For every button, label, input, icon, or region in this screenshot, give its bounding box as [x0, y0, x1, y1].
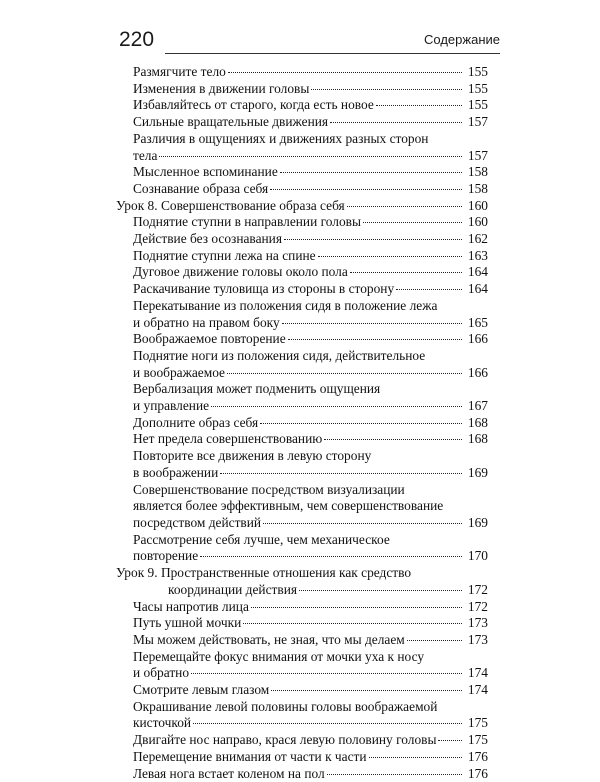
- dot-leader: [243, 623, 462, 624]
- toc-entry-title: Дуговое движение головы около пола: [133, 264, 348, 280]
- toc-entry-row: [133, 281, 488, 298]
- toc-page-number: 158: [467, 164, 488, 180]
- dot-leader: [200, 556, 462, 557]
- dot-leader: [193, 723, 462, 724]
- toc-entry-title: и обратно на правом боку: [133, 314, 280, 330]
- dot-leader: [263, 523, 462, 524]
- toc-entry-row: [133, 749, 488, 766]
- toc-page-number: 169: [467, 514, 488, 530]
- toc-entry-line: Вербализация может подменить ощущения: [133, 381, 381, 397]
- dot-leader: [228, 72, 462, 73]
- toc-entry-title: Изменения в движении головы: [133, 80, 310, 96]
- toc-entry-title: Поднятие ступни лежа на спине: [133, 247, 316, 263]
- toc-entry-line: Повторите все движения в левую сторону: [133, 448, 372, 464]
- dot-leader: [227, 373, 462, 374]
- toc-entry[interactable]: [116, 682, 488, 699]
- dot-leader: [299, 590, 462, 591]
- toc-entry-row: [133, 248, 488, 265]
- toc-entry-title: в воображении: [133, 464, 219, 480]
- toc-entry-row: [133, 315, 488, 332]
- toc-entry-line: Урок 9. Пространственные отношения как средство: [116, 565, 412, 581]
- toc-page-number: 175: [467, 715, 488, 731]
- toc-page-number: 176: [467, 748, 488, 764]
- dot-leader: [318, 256, 462, 257]
- toc-page-number: 164: [467, 281, 488, 297]
- dot-leader: [251, 607, 462, 608]
- toc-entry-row: [116, 198, 488, 215]
- dot-leader: [350, 272, 462, 273]
- toc-entry-title: Сознавание образа себя: [133, 180, 269, 196]
- toc-entry-title: и управление: [133, 398, 210, 414]
- dot-leader: [211, 406, 462, 407]
- toc-page-number: 160: [467, 214, 488, 230]
- toc-entry[interactable]: [116, 298, 488, 331]
- toc-page-number: 163: [467, 247, 488, 263]
- toc-entry-line: Поднятие ноги из положения сидя, действительное: [133, 347, 426, 363]
- page-header: [0, 0, 600, 60]
- toc-entry-row: [133, 148, 488, 165]
- toc-page-number: 155: [467, 97, 488, 113]
- toc-entry-title: Сильные вращательные движения: [133, 114, 329, 130]
- toc-entry-title: и обратно: [133, 665, 190, 681]
- toc-entry-line: Различия в ощущениях и движениях разных сторон: [133, 130, 429, 146]
- toc-entry-title: Урок 8. Совершенствование образа себя: [116, 197, 345, 213]
- toc-entry-title: координации действия: [168, 581, 298, 597]
- toc-entry[interactable]: [116, 732, 488, 749]
- toc-page-number: 162: [467, 231, 488, 247]
- toc-entry[interactable]: [116, 114, 488, 131]
- toc-page-number: 155: [467, 80, 488, 96]
- toc-entry-title: Часы напротив лица: [133, 598, 249, 614]
- toc-lesson-entry[interactable]: [116, 198, 488, 215]
- toc-page-number: 168: [467, 414, 488, 430]
- toc-entry-line: является более эффективным, чем совершенствование: [133, 498, 444, 514]
- toc-entry-title: кисточкой: [133, 715, 192, 731]
- dot-leader: [324, 439, 462, 440]
- toc-entry-line: Перемещайте фокус внимания от мочки уха к носу: [133, 648, 425, 664]
- table-of-contents: [116, 64, 488, 782]
- toc-page-number: 158: [467, 180, 488, 196]
- toc-entry-row: [133, 114, 488, 131]
- toc-entry[interactable]: [116, 181, 488, 198]
- dot-leader: [376, 105, 462, 106]
- toc-entry-row: [116, 582, 488, 599]
- toc-page-number: 174: [467, 682, 488, 698]
- toc-entry-line: Перекатывание из положения сидя в положение лежа: [133, 297, 438, 313]
- dot-leader: [311, 89, 462, 90]
- toc-entry[interactable]: [116, 532, 488, 565]
- toc-entry[interactable]: [116, 415, 488, 432]
- toc-entry-title: Избавляйтесь от старого, когда есть новое: [133, 97, 374, 113]
- toc-entry-row: [133, 365, 488, 382]
- toc-entry-title: Мысленное вспоминание: [133, 164, 278, 180]
- toc-entry-title: Мы можем действовать, не зная, что мы делаем: [133, 631, 405, 647]
- toc-entry-row: [133, 682, 488, 699]
- toc-entry-row: [133, 415, 488, 432]
- toc-entry[interactable]: [116, 766, 488, 782]
- dot-leader: [191, 673, 462, 674]
- toc-entry[interactable]: [116, 749, 488, 766]
- toc-entry[interactable]: [116, 599, 488, 616]
- dot-leader: [271, 690, 462, 691]
- toc-entry-row: [133, 97, 488, 114]
- section-title: Содержание: [424, 32, 500, 47]
- toc-entry-title: и воображаемое: [133, 364, 226, 380]
- toc-entry-title: посредством действий: [133, 514, 262, 530]
- toc-entry-row: [133, 715, 488, 732]
- dot-leader: [330, 122, 462, 123]
- toc-entry[interactable]: [116, 615, 488, 632]
- toc-entry-row: [133, 398, 488, 415]
- toc-entry-title: Воображаемое повторение: [133, 331, 286, 347]
- toc-entry-title: Размягчите тело: [133, 64, 226, 79]
- toc-page-number: 167: [467, 398, 488, 414]
- toc-entry-row: [133, 264, 488, 281]
- toc-entry[interactable]: [116, 64, 488, 81]
- toc-page-number: 175: [467, 732, 488, 748]
- toc-page-number: 160: [467, 197, 488, 213]
- toc-entry-row: [133, 181, 488, 198]
- dot-leader: [220, 473, 462, 474]
- toc-entry-title: Действие без осознавания: [133, 231, 283, 247]
- toc-page-number: 157: [467, 147, 488, 163]
- toc-entry[interactable]: [116, 97, 488, 114]
- toc-entry-row: [133, 632, 488, 649]
- toc-entry-title: Раскачивание туловища из стороны в сторону: [133, 281, 395, 297]
- header-rule: [165, 53, 500, 54]
- toc-entry-row: [133, 214, 488, 231]
- toc-entry-row: [133, 331, 488, 348]
- toc-entry-line: Окрашивание левой половины головы воображаемой: [133, 698, 438, 714]
- toc-entry[interactable]: [116, 448, 488, 481]
- dot-leader: [159, 156, 462, 157]
- toc-entry-row: [133, 164, 488, 181]
- toc-entry-row: [133, 766, 488, 782]
- toc-page-number: 170: [467, 548, 488, 564]
- toc-entry-row: [133, 515, 488, 532]
- dot-leader: [347, 206, 462, 207]
- toc-entry-title: Двигайте нос направо, крася левую половину головы: [133, 732, 437, 748]
- toc-entry-row: [133, 231, 488, 248]
- toc-page-number: 155: [467, 64, 488, 79]
- toc-entry[interactable]: [116, 431, 488, 448]
- toc-entry-row: [133, 615, 488, 632]
- toc-page-number: 166: [467, 364, 488, 380]
- toc-entry-title: Смотрите левым глазом: [133, 682, 270, 698]
- toc-page-number: 172: [467, 581, 488, 597]
- dot-leader: [284, 239, 462, 240]
- page-number: 220: [119, 28, 155, 51]
- toc-entry-title: Путь ушной мочки: [133, 615, 242, 631]
- toc-entry[interactable]: [116, 164, 488, 181]
- toc-page-number: 157: [467, 114, 488, 130]
- toc-entry-line: Рассмотрение себя лучше, чем механическое: [133, 531, 390, 547]
- toc-entry[interactable]: [116, 81, 488, 98]
- toc-page-number: 172: [467, 598, 488, 614]
- dot-leader: [438, 740, 462, 741]
- toc-page-number: 165: [467, 314, 488, 330]
- dot-leader: [407, 640, 462, 641]
- toc-entry[interactable]: [116, 482, 488, 532]
- toc-entry[interactable]: [116, 699, 488, 732]
- toc-entry-title: Поднятие ступни в направлении головы: [133, 214, 361, 230]
- toc-entry-title: тела: [133, 147, 158, 163]
- toc-entry-line: Совершенствование посредством визуализации: [133, 481, 405, 497]
- toc-entry[interactable]: [116, 214, 488, 231]
- dot-leader: [327, 774, 462, 775]
- toc-entry[interactable]: [116, 248, 488, 265]
- toc-entry-row: [133, 665, 488, 682]
- toc-page-number: 166: [467, 331, 488, 347]
- toc-entry[interactable]: [116, 649, 488, 682]
- toc-entry-title: Дополните образ себя: [133, 414, 259, 430]
- toc-entry-row: [133, 64, 488, 81]
- toc-entry[interactable]: [116, 264, 488, 281]
- toc-lesson-entry[interactable]: [116, 565, 488, 598]
- dot-leader: [369, 757, 462, 758]
- dot-leader: [270, 189, 462, 190]
- toc-entry-row: [133, 548, 488, 565]
- toc-entry-row: [133, 81, 488, 98]
- toc-entry[interactable]: [116, 281, 488, 298]
- dot-leader: [396, 289, 462, 290]
- toc-page-number: 173: [467, 615, 488, 631]
- toc-entry[interactable]: [116, 381, 488, 414]
- toc-entry-title: Левая нога встает коленом на пол: [133, 765, 325, 781]
- dot-leader: [280, 172, 462, 173]
- toc-entry[interactable]: [116, 632, 488, 649]
- toc-entry[interactable]: [116, 348, 488, 381]
- toc-entry-row: [133, 465, 488, 482]
- toc-entry-title: Нет предела совершенствованию: [133, 431, 323, 447]
- toc-entry[interactable]: [116, 131, 488, 164]
- dot-leader: [282, 323, 462, 324]
- toc-entry-row: [133, 732, 488, 749]
- dot-leader: [260, 423, 462, 424]
- toc-entry[interactable]: [116, 331, 488, 348]
- toc-page-number: 164: [467, 264, 488, 280]
- toc-entry-row: [133, 431, 488, 448]
- dot-leader: [288, 339, 462, 340]
- toc-page-number: 176: [467, 765, 488, 781]
- toc-page-number: 174: [467, 665, 488, 681]
- toc-page-number: 168: [467, 431, 488, 447]
- toc-entry-title: Перемещение внимания от части к части: [133, 748, 367, 764]
- toc-page-number: 173: [467, 631, 488, 647]
- dot-leader: [363, 222, 462, 223]
- toc-entry-title: повторение: [133, 548, 199, 564]
- toc-entry[interactable]: [116, 231, 488, 248]
- toc-page-number: 169: [467, 464, 488, 480]
- toc-entry-row: [133, 599, 488, 616]
